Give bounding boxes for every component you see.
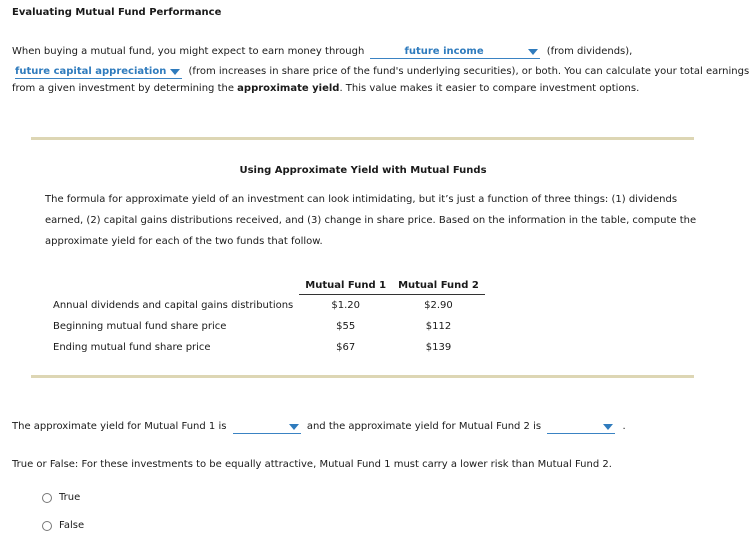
intro-text: (from dividends), [546, 46, 633, 57]
chevron-down-icon [603, 424, 613, 430]
intro-text: When buying a mutual fund, you might expect to earn money through [12, 46, 365, 57]
table-header-row [47, 276, 485, 295]
section-divider-top [31, 137, 694, 140]
fund-1-value: $55 [336, 321, 356, 332]
appreciation-type-dropdown[interactable] [15, 65, 182, 79]
question-text: . [622, 421, 626, 432]
approximate-yield-term: approximate yield [237, 83, 340, 94]
chevron-down-icon [289, 424, 299, 430]
table-header-blank [47, 276, 299, 295]
intro-text: . This value makes it easier to compare investment options. [339, 83, 640, 94]
table-row [47, 316, 485, 337]
question-text: The approximate yield for Mutual Fund 1 is [12, 421, 227, 432]
table-row [47, 295, 485, 317]
appreciation-type-dropdown-value: future capital appreciation [15, 66, 167, 77]
radio-button-true[interactable] [42, 493, 52, 503]
intro-line-3 [12, 83, 639, 95]
income-type-dropdown-value: future income [404, 46, 484, 57]
row-label: Ending mutual fund share price [53, 342, 211, 353]
table-header-fund-1: Mutual Fund 1 [299, 276, 392, 295]
radio-label-true: True [59, 492, 81, 503]
intro-text: (from increases in share price of the fund's underlying securities), or both. You can calculate your total earnings [188, 66, 750, 77]
section-body: The formula for approximate yield of an investment can look intimidating, but it’s just a function of three things: (1) dividends earned, (2) capital gains distributions received, and (3) change in share price. Based on the information in the table, compute the approximate yield for each of the two funds that follow. [45, 194, 697, 247]
yield-question [12, 420, 626, 434]
fund-1-value: $67 [336, 342, 356, 353]
question-text: and the approximate yield for Mutual Fund 2 is [306, 421, 542, 432]
row-label: Annual dividends and capital gains distributions [53, 299, 294, 311]
fund-2-value: $2.90 [424, 300, 453, 311]
income-type-dropdown[interactable] [370, 45, 540, 59]
true-false-question: True or False: For these investments to be equally attractive, Mutual Fund 1 must carry a lower risk than Mutual Fund 2. [12, 459, 612, 470]
radio-label-false: False [59, 520, 85, 531]
fund-1-yield-dropdown[interactable] [233, 420, 301, 434]
fund-2-value: $139 [425, 342, 452, 353]
radio-button-false[interactable] [42, 521, 52, 531]
intro-text: from a given investment by determining the [12, 83, 234, 94]
table-row [47, 337, 485, 358]
page-title: Evaluating Mutual Fund Performance [12, 7, 222, 18]
row-label: Beginning mutual fund share price [53, 321, 227, 332]
fund-2-yield-dropdown[interactable] [547, 420, 615, 434]
radio-option-false[interactable] [42, 520, 84, 531]
chevron-down-icon [528, 49, 538, 55]
intro-line-2 [12, 65, 749, 79]
fund-2-value: $112 [425, 321, 452, 332]
radio-option-true[interactable] [42, 492, 80, 503]
section-divider-bottom [31, 375, 694, 378]
intro-line-1 [12, 45, 632, 59]
section-heading: Using Approximate Yield with Mutual Funds [239, 165, 487, 176]
chevron-down-icon [170, 69, 180, 75]
table-header-fund-2: Mutual Fund 2 [392, 276, 485, 295]
fund-data-table [47, 276, 485, 358]
fund-1-value: $1.20 [331, 300, 360, 311]
